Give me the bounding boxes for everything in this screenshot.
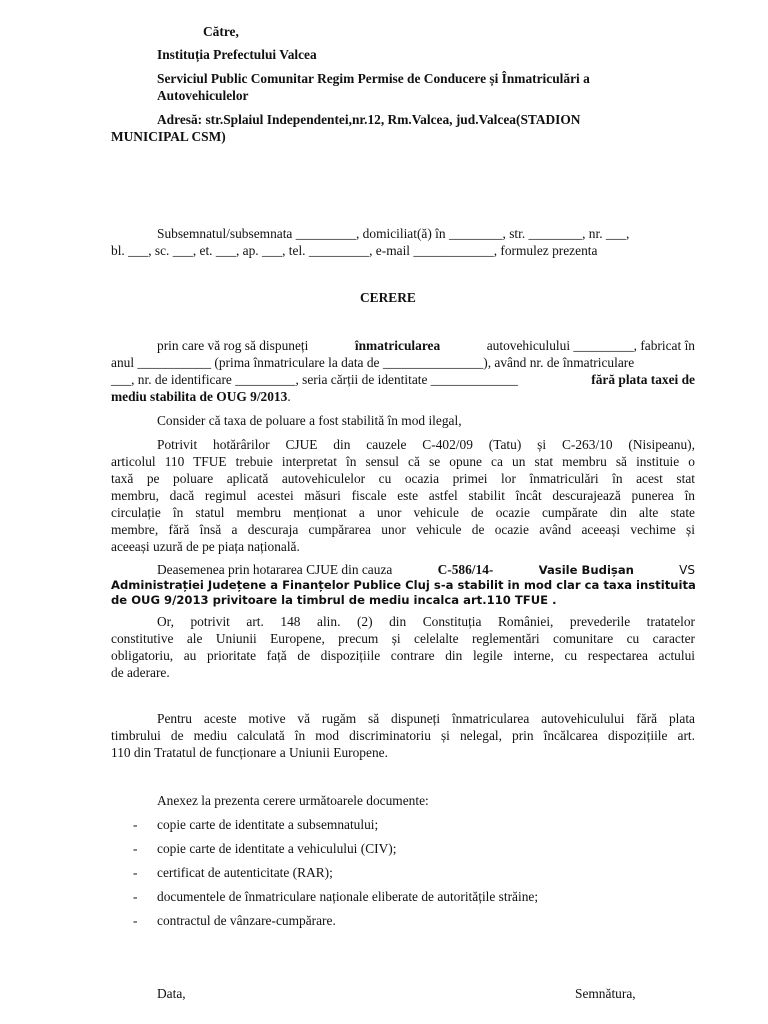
service-name-line2: Autovehiculelor — [157, 88, 249, 103]
request-line3-text: ___, nr. de identificare _________, seria cărții de identitate _____________ — [111, 372, 518, 387]
document-title: CERERE — [360, 290, 416, 305]
request-line1 — [157, 338, 695, 354]
request-text-bold: înmatricularea — [354, 338, 441, 353]
constitution-line3: obligatoriu, au prioritate față de dispozițiile contrare din legile interne, cu respectarea actului — [111, 648, 695, 663]
budisan-case-number: C-586/14- — [437, 562, 494, 577]
bullet-dash: - — [133, 817, 138, 832]
intro-line2: bl. ___, sc. ___, et. ___, ap. ___, tel. _________, e-mail ____________, formulez prezenta — [111, 243, 598, 258]
annex-item-text: documentele de înmatriculare naționale eliberate de autoritățile străine; — [157, 889, 539, 904]
budisan-line3: de OUG 9/2013 privitoare la timbrul de mediu incalca art.110 TFUE . — [111, 593, 557, 607]
date-label: Data, — [157, 986, 186, 1001]
address-line2: MUNICIPAL CSM) — [111, 129, 226, 144]
request-text-b: autovehiculului _________, fabricat în — [486, 338, 695, 353]
budisan-name: Vasile Budișan — [538, 563, 634, 577]
service-name-line1: Serviciul Public Comunitar Regim Permise de Conducere și Înmatriculări a — [157, 71, 590, 86]
cjue-line4: membru, dacă regimul acestei măsuri fiscale este astfel stabilit încât descurajează punerea în — [111, 488, 695, 503]
addressee-label: Către, — [203, 24, 239, 39]
signature-label: Semnătura, — [575, 986, 636, 1001]
annex-item-text: copie carte de identitate a vehiculului (CIV); — [157, 841, 397, 856]
bullet-dash: - — [133, 841, 138, 856]
annex-item-text: certificat de autenticitate (RAR); — [157, 865, 333, 880]
motives-line3: 110 din Tratatul de funcționare a Uniunii Europene. — [111, 745, 388, 760]
budisan-line1 — [157, 562, 695, 578]
intro-line1: Subsemnatul/subsemnata _________, domiciliat(ă) în ________, str. ________, nr. ___, — [157, 226, 630, 241]
bullet-dash: - — [133, 913, 138, 928]
request-text-a: prin care vă rog să dispuneți — [157, 338, 309, 353]
bullet-dash: - — [133, 889, 138, 904]
cjue-line2: articolul 110 TFUE trebuie interpretat în sensul că se opune ca un stat membru să instituie o — [111, 454, 695, 469]
budisan-vs: VS — [679, 563, 695, 577]
address-line1: Adresă: str.Splaiul Independentei,nr.12, Rm.Valcea, jud.Valcea(STADION — [157, 112, 581, 127]
institution-name: Instituția Prefectului Valcea — [157, 47, 317, 62]
constitution-line2: constitutive ale Uniunii Europene, precum și celelalte reglementări comunitare cu caracter — [111, 631, 695, 646]
cjue-line5: circulație în statul membru menționat a unor vehicule de ocazie cumpărate din alte state — [111, 505, 695, 520]
cjue-line3: taxă pe poluare aplicată autovehiculelor cu ocazia primei lor înmatriculări în acest stat — [111, 471, 695, 486]
constitution-line4: de aderare. — [111, 665, 170, 680]
motives-line2: timbrului de mediu calculată în mod discriminatoriu și nelegal, prin încălcarea dispozițiile art. — [111, 728, 695, 743]
annex-intro: Anexez la prezenta cerere următoarele documente: — [157, 793, 429, 808]
request-line2: anul ___________ (prima înmatriculare la data de _______________), având nr. de înmatriculare — [111, 355, 635, 370]
budisan-line2: Administrației Județene a Finanțelor Publice Cluj s-a stabilit in mod clar ca taxa instituita — [111, 578, 696, 592]
motives-line1: Pentru aceste motive vă rugăm să dispuneți înmatricularea autovehiculului fără plata — [157, 711, 695, 726]
request-line3 — [111, 372, 695, 388]
cjue-line7: aceeași uzură de pe piața națională. — [111, 539, 300, 554]
annex-item-text: contractul de vânzare-cumpărare. — [157, 913, 336, 928]
cjue-line6: membre, fără însă a descuraja cumpărarea unor vehicule de ocazie având aceeași vechime și — [111, 522, 695, 537]
request-line4 — [111, 389, 291, 405]
constitution-line1: Or, potrivit art. 148 alin. (2) din Constituția României, prevederile tratatelor — [157, 614, 695, 629]
consider-paragraph: Consider că taxa de poluare a fost stabilită în mod ilegal, — [157, 413, 462, 428]
budisan-text-a: Deasemenea prin hotararea CJUE din cauza — [157, 562, 393, 577]
annex-item-text: copie carte de identitate a subsemnatului; — [157, 817, 379, 832]
request-line4-end: . — [287, 389, 291, 404]
request-line4-bold: mediu stabilita de OUG 9/2013 — [111, 389, 288, 404]
cjue-line1: Potrivit hotărârilor CJUE din cauzele C-402/09 (Tatu) și C-263/10 (Nisipeanu), — [157, 437, 695, 452]
request-line3-bold: fără plata taxei de — [591, 372, 695, 387]
bullet-dash: - — [133, 865, 138, 880]
